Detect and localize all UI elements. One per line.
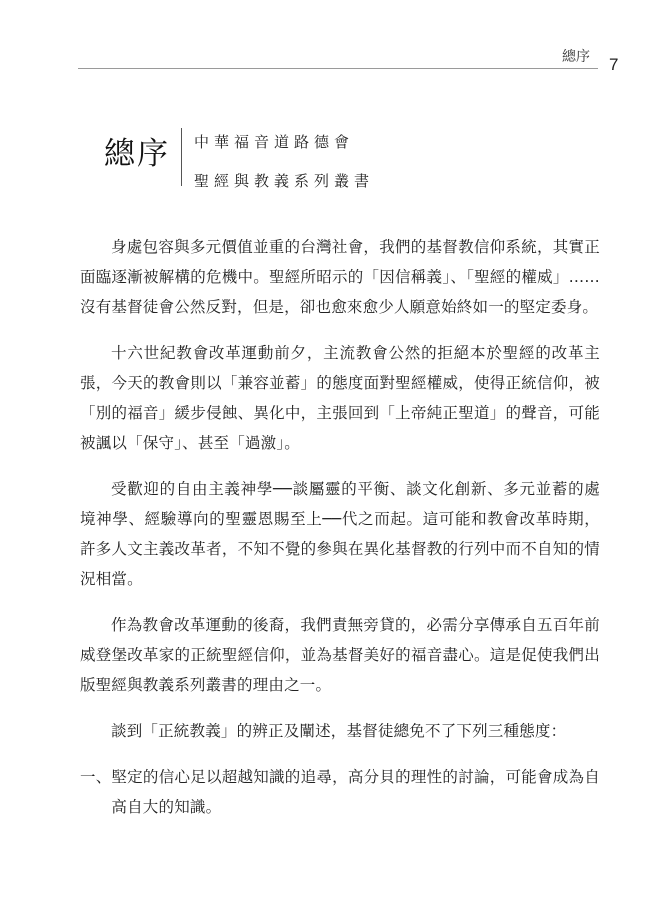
paragraph: 作為教會改革運動的後裔，我們責無旁貸的，必需分享傳承自五百年前威登堡改革家的正統聖經信仰，並為基督美好的福音盡心。這是促使我們出版聖經與教義系列叢書的理由之一。 [80,616,600,694]
list-item-text: 堅定的信心足以超越知識的追尋，高分貝的理性的討論，可能會成為自高自大的知識。 [111,768,600,816]
chapter-title: 總序 [104,136,170,172]
list-marker: 一、 [80,768,112,786]
body-text [80,232,600,822]
running-title: 總序 [562,49,590,65]
paragraph: 談到「正統教義」的辨正及闡述，基督徒總免不了下列三種態度： [111,722,567,740]
paragraph: 受歡迎的自由主義神學──談屬靈的平衡、談文化創新、多元並蓄的處境神學、經驗導向的聖靈恩賜至上──代之而起。這可能和教會改革時期，許多人文主義改革者，不知不覺的參與在異化基督教的行列中而不自知的情況相當。 [80,480,600,588]
paragraph: 身處包容與多元價值並重的台灣社會，我們的基督教信仰系統，其實正面臨逐漸被解構的危機中。聖經所昭示的「因信稱義」、「聖經的權威」……沒有基督徒會公然反對，但是，卻也愈來愈少人願意始終如一的堅定委身。 [80,238,600,316]
running-header [78,44,598,69]
series-line: 聖經與教義系列叢書 [194,172,375,190]
page-number: 7 [609,55,619,74]
heading-divider [181,128,182,186]
publisher-line: 中華福音道路德會 [194,133,355,151]
paragraph: 十六世紀教會改革運動前夕，主流教會公然的拒絕本於聖經的改革主張，今天的教會則以「兼容並蓄」的態度面對聖經權威，使得正統信仰，被「別的福音」緩步侵蝕、異化中，主張回到「上帝純正聖道」的聲音，可能被諷以「保守」、甚至「過激」。 [80,344,600,452]
list-item [80,762,600,822]
